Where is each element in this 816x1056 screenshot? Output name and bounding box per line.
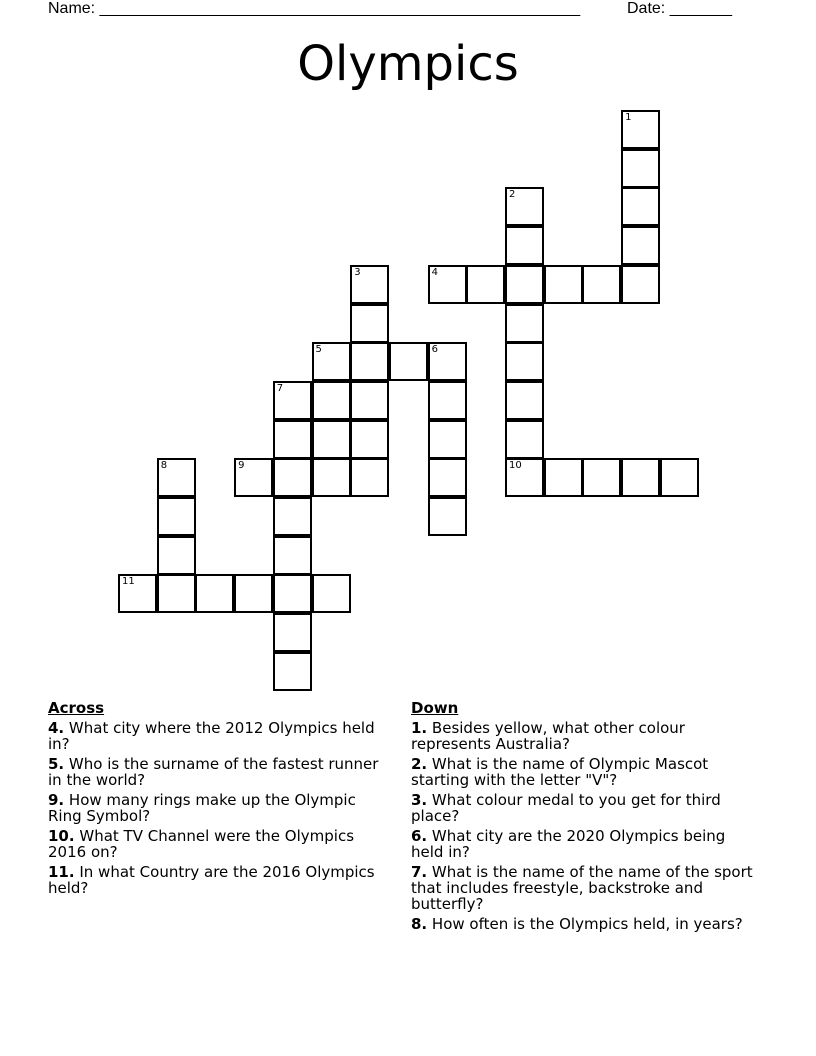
across-clue <box>48 720 388 752</box>
clue-number: 4. <box>48 719 65 737</box>
clue-number-label: 10 <box>509 460 522 472</box>
down-clue <box>411 720 761 752</box>
grid-cell[interactable] <box>621 265 660 304</box>
page-title: Olympics <box>297 36 519 92</box>
grid-cell[interactable] <box>505 420 544 459</box>
across-heading: Across <box>48 699 105 717</box>
grid-cell[interactable] <box>273 458 312 497</box>
grid-cell[interactable] <box>466 265 505 304</box>
grid-cell[interactable] <box>312 342 351 381</box>
clue-text: What is the name of Olympic Mascot starting with the letter "V"? <box>411 755 709 789</box>
grid-cell[interactable] <box>273 574 312 613</box>
grid-cell[interactable] <box>312 420 351 459</box>
down-clue <box>411 792 761 824</box>
grid-cell[interactable] <box>428 342 467 381</box>
clue-text: Who is the surname of the fastest runner in the world? <box>48 755 379 789</box>
clue-number-label: 2 <box>509 189 516 201</box>
clue-text: What city are the 2020 Olympics being held in? <box>411 827 726 861</box>
grid-cell[interactable] <box>428 458 467 497</box>
grid-cell[interactable] <box>157 497 196 536</box>
grid-cell[interactable] <box>273 497 312 536</box>
grid-cell[interactable] <box>428 265 467 304</box>
grid-cell[interactable] <box>350 304 389 343</box>
grid-cell[interactable] <box>312 381 351 420</box>
down-clue <box>411 916 761 932</box>
clue-text: What is the name of the name of the sport that includes freestyle, backstroke and butterfly? <box>411 863 753 913</box>
clue-number-label: 6 <box>431 344 438 356</box>
clue-number: 3. <box>411 791 428 809</box>
across-clue <box>48 864 388 896</box>
clue-number-label: 4 <box>431 266 438 278</box>
down-clues <box>411 700 761 936</box>
grid-cell[interactable] <box>273 420 312 459</box>
clue-number-label: 3 <box>354 266 361 278</box>
grid-cell[interactable] <box>505 187 544 226</box>
across-clue <box>48 756 388 788</box>
clue-number-label: 1 <box>625 112 632 123</box>
grid-cell[interactable] <box>350 420 389 459</box>
grid-cell[interactable] <box>350 265 389 304</box>
clue-text: What city where the 2012 Olympics held in? <box>48 719 375 753</box>
grid-cell[interactable] <box>428 420 467 459</box>
grid-cell[interactable] <box>389 342 428 381</box>
grid-cell[interactable] <box>544 458 583 497</box>
grid-cell[interactable] <box>505 304 544 343</box>
grid-cell[interactable] <box>505 381 544 420</box>
grid-cell[interactable] <box>350 381 389 420</box>
grid-cell[interactable] <box>582 265 621 304</box>
clue-number: 5. <box>48 755 65 773</box>
clue-number: 2. <box>411 755 428 773</box>
clue-number: 6. <box>411 827 428 845</box>
grid-cell[interactable] <box>544 265 583 304</box>
grid-cell[interactable] <box>505 226 544 265</box>
name-field-label: Name: ______________________________________________________ <box>48 0 581 17</box>
grid-cell[interactable] <box>273 613 312 652</box>
across-clue <box>48 828 388 860</box>
clue-text: What TV Channel were the Olympics 2016 on? <box>48 827 355 861</box>
clue-number-label: 8 <box>160 460 168 472</box>
grid-cell[interactable] <box>118 574 157 613</box>
down-clue <box>411 828 761 860</box>
grid-cell[interactable] <box>621 226 660 265</box>
clue-number-label: 7 <box>276 382 284 394</box>
grid-cell[interactable] <box>273 536 312 575</box>
clue-text: In what Country are the 2016 Olympics held? <box>48 863 375 897</box>
clue-number: 1. <box>411 719 428 737</box>
grid-cell[interactable] <box>428 497 467 536</box>
grid-cell[interactable] <box>350 342 389 381</box>
down-clue <box>411 756 761 788</box>
grid-cell[interactable] <box>157 458 196 497</box>
clue-number: 10. <box>48 827 75 845</box>
clue-number: 9. <box>48 791 65 809</box>
clue-number: 11. <box>48 863 75 881</box>
grid-cell[interactable] <box>505 458 544 497</box>
grid-cell[interactable] <box>273 381 312 420</box>
grid-cell[interactable] <box>234 458 273 497</box>
clue-number: 8. <box>411 915 428 933</box>
clue-number-label: 11 <box>122 576 135 588</box>
across-clues <box>48 700 388 900</box>
grid-cell[interactable] <box>660 458 699 497</box>
clue-text: What colour medal to you get for third place? <box>411 791 721 825</box>
grid-cell[interactable] <box>621 187 660 226</box>
clue-text: How many rings make up the Olympic Ring Symbol? <box>48 791 356 825</box>
clue-text: How often is the Olympics held, in years? <box>431 915 743 933</box>
grid-cell[interactable] <box>195 574 234 613</box>
down-clue <box>411 864 761 912</box>
grid-cell[interactable] <box>157 574 196 613</box>
clue-number-label: 9 <box>238 460 245 472</box>
grid-cell[interactable] <box>273 652 312 691</box>
date-field-label: Date: _______ <box>627 0 732 17</box>
down-heading: Down <box>411 699 459 717</box>
grid-cell[interactable] <box>312 458 351 497</box>
clue-number: 7. <box>411 863 428 881</box>
grid-cell[interactable] <box>621 110 660 149</box>
grid-cell[interactable] <box>621 458 660 497</box>
grid-cell[interactable] <box>157 536 196 575</box>
grid-cell[interactable] <box>621 149 660 188</box>
grid-cell[interactable] <box>505 342 544 381</box>
grid-cell[interactable] <box>505 265 544 304</box>
grid-cell[interactable] <box>234 574 273 613</box>
clue-text: Besides yellow, what other colour represents Australia? <box>411 719 685 753</box>
grid-cell[interactable] <box>582 458 621 497</box>
grid-cell[interactable] <box>350 458 389 497</box>
clue-number-label: 5 <box>315 344 322 356</box>
grid-cell[interactable] <box>312 574 351 613</box>
grid-cell[interactable] <box>428 381 467 420</box>
across-clue <box>48 792 388 824</box>
